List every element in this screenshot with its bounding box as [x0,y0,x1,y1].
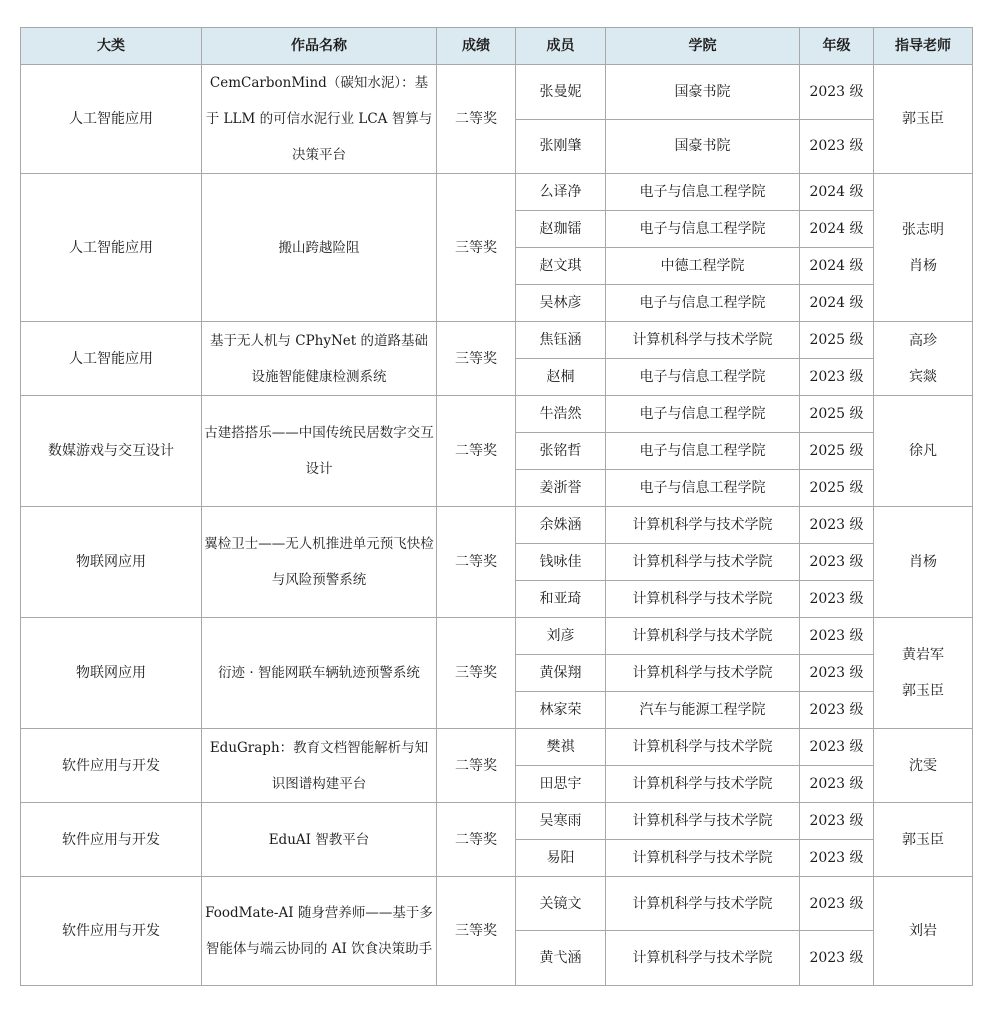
work-title-cell: CemCarbonMind（碳知水泥）：基于 LLM 的可信水泥行业 LCA 智算与决策平台 [202,65,437,174]
table-row [21,507,973,544]
grade-cell: 2025 级 [800,433,874,470]
category-cell: 人工智能应用 [21,174,202,322]
advisor-cell: 肖杨 [874,507,973,618]
category-cell: 人工智能应用 [21,322,202,396]
grade-cell: 2023 级 [800,359,874,396]
work-title-cell: FoodMate-AI 随身营养师——基于多智能体与端云协同的 AI 饮食决策助手 [202,877,437,986]
table-row [21,174,973,211]
header-college: 学院 [606,28,800,65]
grade-cell: 2023 级 [800,766,874,803]
grade-cell: 2024 级 [800,285,874,322]
college-cell: 计算机科学与技术学院 [606,766,800,803]
award-cell: 二等奖 [437,729,516,803]
college-cell: 中德工程学院 [606,248,800,285]
member-name-cell: 吴寒雨 [516,803,606,840]
college-cell: 电子与信息工程学院 [606,285,800,322]
header-grade: 年级 [800,28,874,65]
header-work: 作品名称 [202,28,437,65]
college-cell: 国豪书院 [606,119,800,174]
grade-cell: 2025 级 [800,470,874,507]
award-cell: 三等奖 [437,322,516,396]
member-name-cell: 张曼妮 [516,65,606,120]
award-cell: 二等奖 [437,803,516,877]
college-cell: 计算机科学与技术学院 [606,931,800,986]
work-title-cell: 基于无人机与 CPhyNet 的道路基础设施智能健康检测系统 [202,322,437,396]
grade-cell: 2023 级 [800,581,874,618]
member-name-cell: 吴林彦 [516,285,606,322]
header-row [21,28,973,65]
college-cell: 汽车与能源工程学院 [606,692,800,729]
header-advisor: 指导老师 [874,28,973,65]
college-cell: 电子与信息工程学院 [606,359,800,396]
member-name-cell: 黄弋涵 [516,931,606,986]
member-name-cell: 余姝涵 [516,507,606,544]
college-cell: 电子与信息工程学院 [606,211,800,248]
member-name-cell: 刘彦 [516,618,606,655]
work-title-cell: 古建搭搭乐——中国传统民居数字交互设计 [202,396,437,507]
category-cell: 数媒游戏与交互设计 [21,396,202,507]
award-cell: 二等奖 [437,507,516,618]
college-cell: 计算机科学与技术学院 [606,803,800,840]
grade-cell: 2023 级 [800,692,874,729]
table-row [21,396,973,433]
grade-cell: 2023 级 [800,618,874,655]
grade-cell: 2023 级 [800,119,874,174]
grade-cell: 2024 级 [800,248,874,285]
college-cell: 计算机科学与技术学院 [606,507,800,544]
table-row [21,65,973,120]
grade-cell: 2023 级 [800,840,874,877]
grade-cell: 2023 级 [800,655,874,692]
table-body [21,65,973,986]
grade-cell: 2023 级 [800,877,874,931]
member-name-cell: 易阳 [516,840,606,877]
grade-cell: 2023 级 [800,803,874,840]
table-row [21,729,973,766]
college-cell: 国豪书院 [606,65,800,120]
award-cell: 三等奖 [437,174,516,322]
member-name-cell: 张铭哲 [516,433,606,470]
advisor-cell: 沈雯 [874,729,973,803]
member-name-cell: 樊祺 [516,729,606,766]
college-cell: 计算机科学与技术学院 [606,729,800,766]
work-title-cell: 衍迹 · 智能网联车辆轨迹预警系统 [202,618,437,729]
category-cell: 物联网应用 [21,507,202,618]
advisor-cell: 张志明 肖杨 [874,174,973,322]
work-title-cell: 搬山跨越险阻 [202,174,437,322]
member-name-cell: 黄保翔 [516,655,606,692]
award-cell: 三等奖 [437,618,516,729]
grade-cell: 2023 级 [800,931,874,986]
awards-table [20,27,973,986]
member-name-cell: 姜浙誉 [516,470,606,507]
college-cell: 电子与信息工程学院 [606,396,800,433]
advisor-cell: 郭玉臣 [874,65,973,174]
member-name-cell: 和亚琦 [516,581,606,618]
grade-cell: 2023 级 [800,507,874,544]
award-cell: 二等奖 [437,65,516,174]
college-cell: 计算机科学与技术学院 [606,544,800,581]
member-name-cell: 焦钰涵 [516,322,606,359]
college-cell: 计算机科学与技术学院 [606,618,800,655]
award-cell: 三等奖 [437,877,516,986]
table-row [21,877,973,931]
college-cell: 电子与信息工程学院 [606,433,800,470]
member-name-cell: 赵桐 [516,359,606,396]
college-cell: 计算机科学与技术学院 [606,840,800,877]
table-row [21,322,973,359]
grade-cell: 2024 级 [800,211,874,248]
member-name-cell: 林家荣 [516,692,606,729]
grade-cell: 2025 级 [800,322,874,359]
grade-cell: 2023 级 [800,544,874,581]
college-cell: 电子与信息工程学院 [606,174,800,211]
grade-cell: 2025 级 [800,396,874,433]
college-cell: 计算机科学与技术学院 [606,877,800,931]
member-name-cell: 赵文琪 [516,248,606,285]
member-name-cell: 关镜文 [516,877,606,931]
college-cell: 电子与信息工程学院 [606,470,800,507]
college-cell: 计算机科学与技术学院 [606,655,800,692]
grade-cell: 2024 级 [800,174,874,211]
college-cell: 计算机科学与技术学院 [606,581,800,618]
work-title-cell: EduAI 智教平台 [202,803,437,877]
work-title-cell: EduGraph：教育文档智能解析与知识图谱构建平台 [202,729,437,803]
member-name-cell: 牛浩然 [516,396,606,433]
advisor-cell: 郭玉臣 [874,803,973,877]
work-title-cell: 翼检卫士——无人机推进单元预飞快检与风险预警系统 [202,507,437,618]
award-cell: 二等奖 [437,396,516,507]
category-cell: 软件应用与开发 [21,877,202,986]
member-name-cell: 赵珈镭 [516,211,606,248]
advisor-cell: 高珍 宾燚 [874,322,973,396]
category-cell: 物联网应用 [21,618,202,729]
member-name-cell: 么译净 [516,174,606,211]
header-category: 大类 [21,28,202,65]
category-cell: 软件应用与开发 [21,729,202,803]
category-cell: 软件应用与开发 [21,803,202,877]
advisor-cell: 刘岩 [874,877,973,986]
advisor-cell: 徐凡 [874,396,973,507]
table-row [21,618,973,655]
header-member: 成员 [516,28,606,65]
grade-cell: 2023 级 [800,729,874,766]
advisor-cell: 黄岩军 郭玉臣 [874,618,973,729]
member-name-cell: 田思宇 [516,766,606,803]
grade-cell: 2023 级 [800,65,874,120]
category-cell: 人工智能应用 [21,65,202,174]
header-award: 成绩 [437,28,516,65]
member-name-cell: 张刚肇 [516,119,606,174]
table-row [21,803,973,840]
member-name-cell: 钱咏佳 [516,544,606,581]
college-cell: 计算机科学与技术学院 [606,322,800,359]
